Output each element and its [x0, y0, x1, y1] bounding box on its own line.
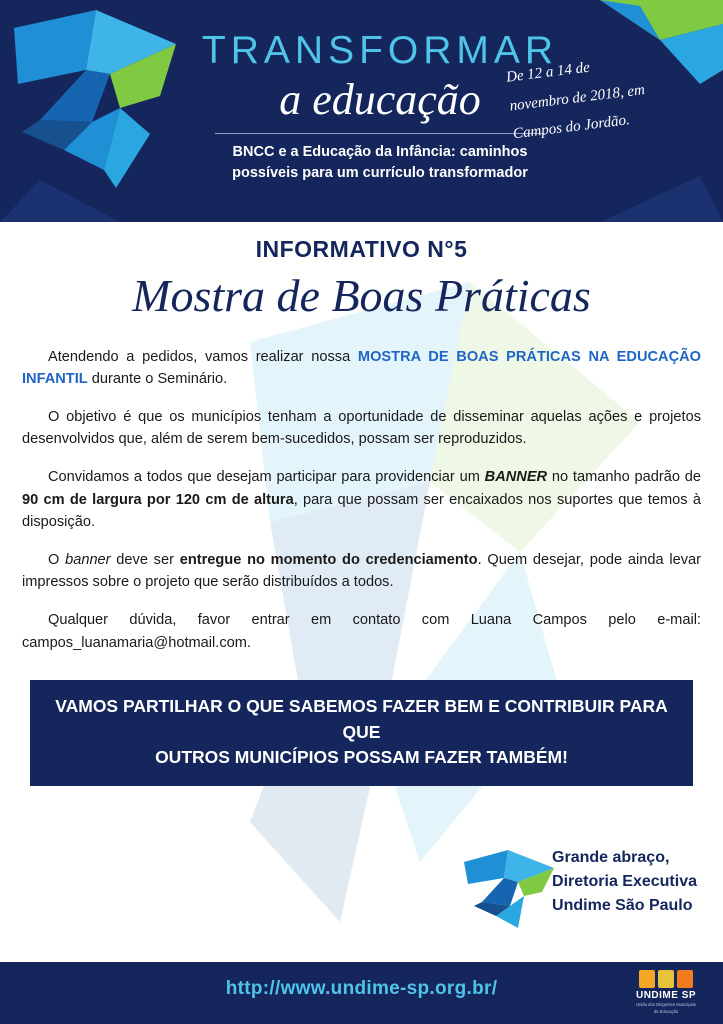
page-header [0, 0, 723, 222]
paragraph-4-banner-word: banner [65, 551, 111, 568]
callout-line2: OUTROS MUNICÍPIOS POSSAM FAZER TAMBÉM! [155, 747, 568, 768]
logo-block-orange [639, 970, 655, 988]
page-body [0, 222, 723, 962]
paragraph-3-banner-word: BANNER [484, 469, 548, 486]
document-number-title: INFORMATIVO N°5 [255, 236, 468, 262]
paragraph-4-text-b: deve ser [110, 551, 180, 568]
paragraph-1-text-a: Atendendo a pedidos, vamos realizar nossa [48, 348, 358, 365]
callout-line1: VAMOS PARTILHAR O QUE SABEMOS FAZER BEM E CONTRIBUIR PARA QUE [55, 696, 668, 742]
paragraph-1 [22, 346, 701, 391]
logo-block-yellow [658, 970, 674, 988]
paragraph-3-text-c: , para que possam ser encaixados nos suportes que temos à disposição. [22, 491, 701, 531]
paragraph-5: Qualquer dúvida, favor entrar em contato com Luana Campos pelo e-mail: campos_luanamaria@hotmail.com. [22, 612, 701, 651]
undime-sp-logo [627, 970, 705, 1016]
header-title-transformar: TRANSFORMAR [201, 29, 559, 72]
signature-line-3: Undime São Paulo [552, 897, 693, 914]
logo-color-blocks [627, 970, 705, 988]
paragraph-3 [22, 466, 701, 534]
page-footer [0, 962, 723, 1024]
paragraph-2: O objetivo é que os municípios tenham a oportunidade de disseminar aquelas ações e projetos desenvolvidos que, além de serem bem-sucedidos, possam ser reproduzidos. [22, 408, 701, 448]
callout-banner [30, 680, 693, 786]
logo-subtitle-2: de Educação [653, 1008, 679, 1014]
paragraph-3-text-b: no tamanho padrão de [547, 469, 701, 486]
logo-block-darkorange [677, 970, 693, 988]
logo-name-text: UNDIME SP [635, 990, 697, 1001]
event-date-line2: novembro de 2018, em [508, 81, 646, 115]
header-divider [215, 133, 545, 134]
document-script-title: Mostra de Boas Práticas [132, 270, 591, 321]
paragraph-3-size: 90 cm de largura por 120 cm de altura [22, 491, 294, 508]
header-subtitle-line1: BNCC e a Educação da Infância: caminhos [232, 144, 528, 161]
paragraph-4-text-c: . Quem desejar, pode ainda levar impressos sobre o projeto que serão distribuídos a todos. [22, 551, 701, 591]
header-title-educacao: a educação [279, 74, 481, 124]
document-content [0, 236, 723, 786]
header-subtitle-line2: possíveis para um currículo transformador [232, 165, 528, 182]
footer-website-link[interactable]: http://www.undime-sp.org.br/ [225, 978, 498, 999]
paragraph-4 [22, 549, 701, 594]
paragraph-3-text-a: Convidamos a todos que desejam participar para providenciar um [48, 469, 485, 486]
signature-block [552, 846, 697, 918]
signature-line-2: Diretoria Executiva [552, 873, 697, 890]
logo-subtitle-1: União dos Dirigentes Municipais [636, 1002, 696, 1007]
paragraph-4-bold: entregue no momento do credenciamento [179, 551, 478, 568]
paragraph-1-highlight: MOSTRA DE BOAS PRÁTICAS NA EDUCAÇÃO INFANTIL [22, 348, 702, 388]
event-date-line3: Campos do Jordão. [512, 112, 631, 143]
paragraph-4-text-a: O [48, 551, 66, 568]
signature-bird-icon [462, 844, 558, 930]
signature-line-1: Grande abraço, [552, 849, 670, 866]
event-date-line1: De 12 a 14 de [505, 59, 591, 86]
paragraph-1-text-b: durante o Seminário. [87, 371, 228, 388]
